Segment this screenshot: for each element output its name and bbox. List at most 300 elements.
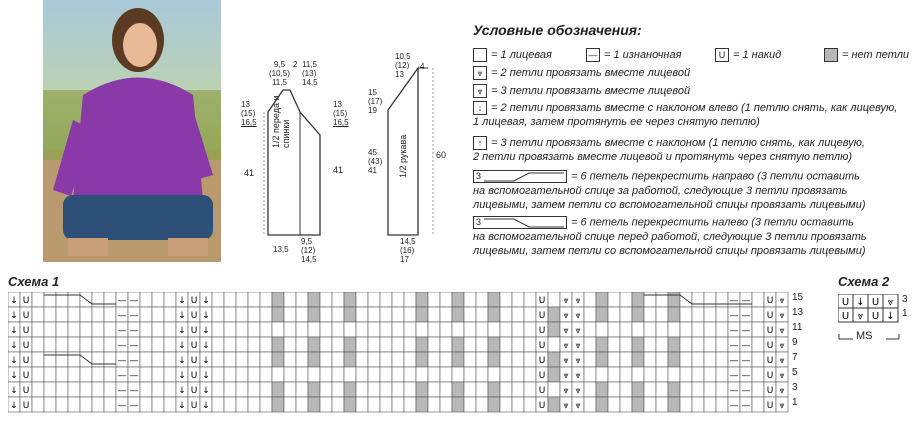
schema1-cell	[452, 367, 464, 382]
schema1-cell	[452, 322, 464, 337]
schema1-cell	[356, 367, 368, 382]
schema1-cell	[164, 292, 176, 307]
schema1-cell	[524, 352, 536, 367]
schema1-cell	[692, 322, 704, 337]
schema1-cell	[656, 367, 668, 382]
schema1-cell	[668, 352, 680, 367]
schema1-cell	[140, 307, 152, 322]
schema1-cell	[464, 307, 476, 322]
schema1-cell	[452, 337, 464, 352]
schema1-cell	[620, 337, 632, 352]
schema1-cell	[32, 382, 44, 397]
schema1-cell	[296, 352, 308, 367]
schema1-cell	[32, 397, 44, 412]
schema1-symbol: —	[729, 386, 739, 396]
schema1-cell	[380, 337, 392, 352]
schema1-cell	[272, 367, 284, 382]
schema1-symbol: ⩔	[575, 371, 581, 381]
schema1-cell	[332, 337, 344, 352]
schema1-cell	[668, 292, 680, 307]
schema1-cell	[272, 307, 284, 322]
schema1-symbol: —	[117, 371, 127, 381]
schema1-cell	[680, 352, 692, 367]
schema1-cell	[80, 367, 92, 382]
schema1-symbol: —	[729, 296, 739, 306]
front-top-right: 11,5 (13) 14,5	[302, 60, 318, 87]
schema1-cell	[668, 397, 680, 412]
schema1-cell	[608, 397, 620, 412]
schema1-cell	[248, 292, 260, 307]
schema1-cell	[368, 307, 380, 322]
schema1-cell	[320, 292, 332, 307]
schema1-symbol: U	[190, 401, 198, 411]
front-right-heights: 13 (15) 16,5	[333, 100, 349, 127]
no-stitch-icon	[824, 48, 838, 62]
schema1-symbol: ⩔	[575, 326, 581, 336]
schema1-grid	[8, 292, 790, 414]
schema1-symbol: ⩔	[563, 341, 569, 351]
schema1-cell	[104, 382, 116, 397]
schema1-symbol: U	[538, 341, 546, 351]
schema1-cell	[476, 397, 488, 412]
schema1-symbol: —	[117, 401, 127, 411]
schema1-cell	[212, 367, 224, 382]
schema1-cell	[332, 352, 344, 367]
schema1-cell	[512, 397, 524, 412]
schema1-symbol: U	[538, 371, 546, 381]
schema1-cell	[296, 382, 308, 397]
schema1-cell	[140, 367, 152, 382]
legend-knit: = 1 лицевая	[473, 48, 552, 62]
schema1-cell	[452, 292, 464, 307]
schema1-symbol: U	[190, 326, 198, 336]
schema1-cell	[44, 382, 56, 397]
schema1-cell	[752, 322, 764, 337]
schema1-cell	[56, 292, 68, 307]
schema1-symbol: —	[741, 386, 751, 396]
schema1-cell	[140, 337, 152, 352]
schema1-symbol: —	[729, 326, 739, 336]
schema1-cell	[92, 352, 104, 367]
schema1-cell	[32, 322, 44, 337]
schema1-symbol: U	[538, 386, 546, 396]
schema1-cell	[44, 292, 56, 307]
schema1-cell	[260, 322, 272, 337]
schema1-cell	[668, 307, 680, 322]
schema1-symbol: U	[190, 341, 198, 351]
schema1-cell	[716, 322, 728, 337]
schema1-symbol: ⩔	[563, 311, 569, 321]
schema1-cell	[272, 397, 284, 412]
schema1-symbol: —	[117, 356, 127, 366]
schema1-cell	[260, 397, 272, 412]
schema1-cell	[440, 292, 452, 307]
schema1-symbol: ↓	[10, 356, 18, 366]
schema1-cell	[704, 322, 716, 337]
schema1-cell	[704, 382, 716, 397]
schema1-cell	[56, 367, 68, 382]
schema1-cell	[608, 337, 620, 352]
schema1-symbol: ⩔	[563, 356, 569, 366]
schema1-cell	[344, 367, 356, 382]
schema1-symbol: U	[190, 356, 198, 366]
schema1-cell	[464, 397, 476, 412]
schema1-cell	[236, 397, 248, 412]
schema1-symbol: U	[538, 296, 546, 306]
schema1-symbol: U	[22, 341, 30, 351]
schema1-cell	[56, 382, 68, 397]
schema1-cell	[476, 337, 488, 352]
schema1-cell	[260, 352, 272, 367]
schema1-cell	[596, 307, 608, 322]
schema1-symbol: —	[129, 341, 139, 351]
schema1-cell	[152, 397, 164, 412]
sleeve-shoulder: 15 (17) 19	[368, 88, 383, 115]
schema1-cell	[428, 352, 440, 367]
schema1-cell	[476, 352, 488, 367]
schema1-cell	[632, 292, 644, 307]
schema1-cell	[680, 322, 692, 337]
schema1-cell	[716, 337, 728, 352]
schema1-cell	[164, 367, 176, 382]
schema1-cell	[368, 382, 380, 397]
schema1-cell	[680, 382, 692, 397]
schema1-cell	[584, 307, 596, 322]
schema1-cell	[164, 397, 176, 412]
schema1-cell	[272, 292, 284, 307]
schema1-symbol: ↓	[178, 401, 186, 411]
schema1-cell	[452, 397, 464, 412]
schema1-cell	[380, 307, 392, 322]
schema1-cell	[140, 352, 152, 367]
schema1-cell	[284, 337, 296, 352]
legend-yo: U = 1 накид	[715, 48, 781, 62]
schema1-cell	[608, 292, 620, 307]
schema1-cell	[296, 307, 308, 322]
sleeve-length: 45 (43) 41	[368, 148, 383, 175]
schema1-cell	[392, 322, 404, 337]
schema1-cell	[620, 382, 632, 397]
schema1-cell	[92, 367, 104, 382]
schema1-cell	[488, 397, 500, 412]
schema1-cell	[488, 307, 500, 322]
schema1-cell	[296, 397, 308, 412]
schema1-cell	[92, 337, 104, 352]
schema1-cell	[368, 337, 380, 352]
legend-ssk-line2: 1 лицевая, затем протянуть ее через снятую петлю)	[473, 116, 760, 128]
schema1-cell	[260, 367, 272, 382]
schema1-cell	[344, 307, 356, 322]
schema1-cell	[512, 382, 524, 397]
schema1-cell	[332, 382, 344, 397]
schema1-symbol: ⩔	[575, 401, 581, 411]
schema1-cell	[44, 307, 56, 322]
schema1-cell	[692, 292, 704, 307]
schema2-ms-bracket	[838, 334, 900, 342]
schema1-cell	[272, 337, 284, 352]
schema1-cell	[476, 382, 488, 397]
schema1-symbol: U	[22, 296, 30, 306]
schema1-cell	[32, 292, 44, 307]
legend-cable-left: 3 = 6 петель перекрестить налево (3 петли оставить	[473, 216, 854, 229]
schema1-symbol: ⩔	[779, 371, 785, 381]
schema2-symbol: ⩔	[857, 311, 864, 322]
schema1-cell	[752, 397, 764, 412]
schema1-cell	[608, 322, 620, 337]
schema1-cell	[440, 352, 452, 367]
schema1-cell	[344, 322, 356, 337]
schema1-cell	[152, 337, 164, 352]
schema1-symbol: —	[741, 371, 751, 381]
schema1-cell	[716, 292, 728, 307]
schema1-symbol: ↓	[10, 326, 18, 336]
schema1-cell	[236, 367, 248, 382]
pattern-pieces	[228, 40, 468, 270]
schema1-cell	[752, 307, 764, 322]
ssk-icon: ↓	[473, 101, 487, 115]
schema1-cell	[320, 352, 332, 367]
schema1-cell	[584, 352, 596, 367]
schema1-cell	[440, 322, 452, 337]
schema1-symbol: ⩔	[779, 296, 785, 306]
schema1-symbol: U	[190, 296, 198, 306]
schema1-symbol: ↓	[178, 296, 186, 306]
schema1-symbol: ↓	[178, 311, 186, 321]
schema1-cell	[272, 382, 284, 397]
legend-ssk: ↓ = 2 петли провязать вместе с наклоном влево (1 петлю снять, как лицевую,	[473, 101, 897, 115]
schema1-symbol: ↓	[178, 326, 186, 336]
schema1-cell	[80, 307, 92, 322]
schema1-cell	[464, 367, 476, 382]
schema1-symbol: —	[129, 401, 139, 411]
schema1-cell	[32, 367, 44, 382]
schema1-symbol: ↓	[10, 341, 18, 351]
schema1-cell	[32, 307, 44, 322]
schema2-symbol: U	[871, 297, 880, 308]
schema1-cell	[44, 367, 56, 382]
schema1-cell	[68, 292, 80, 307]
schema1-symbol: ↓	[202, 341, 210, 351]
schema1-cell	[680, 337, 692, 352]
schema1-cell	[452, 307, 464, 322]
schema1-symbol: U	[22, 401, 30, 411]
schema1-symbol: ⩔	[575, 386, 581, 396]
schema1-symbol: ⩔	[563, 326, 569, 336]
schema1-cell	[584, 337, 596, 352]
cable-left-icon: 3	[473, 216, 567, 229]
schema1-cell	[80, 382, 92, 397]
schema1-cell	[584, 322, 596, 337]
schema1-cell	[464, 322, 476, 337]
schema1-cell	[368, 352, 380, 367]
schema1-cell	[440, 382, 452, 397]
schema1-cell	[68, 352, 80, 367]
schema1-cell	[644, 292, 656, 307]
schema1-cell	[140, 382, 152, 397]
schema1-cell	[632, 352, 644, 367]
schema1-cell	[368, 322, 380, 337]
schema1-cell	[332, 397, 344, 412]
schema1-symbol: —	[729, 341, 739, 351]
schema1-cell	[368, 292, 380, 307]
schema1-cell	[284, 307, 296, 322]
schema1-cell	[716, 382, 728, 397]
schema1-cell	[296, 292, 308, 307]
schema1-cell	[320, 322, 332, 337]
schema1-cell	[320, 337, 332, 352]
legend-k3tog: ⩔ = 3 петли провязать вместе лицевой	[473, 84, 690, 98]
schema1-cell	[416, 337, 428, 352]
schema1-cell	[56, 397, 68, 412]
schema1-cell	[500, 292, 512, 307]
schema1-symbol: U	[190, 386, 198, 396]
sleeve-piece-label: 1/2 рукава	[398, 134, 408, 178]
schema1-cell	[104, 352, 116, 367]
schema1-cell	[452, 382, 464, 397]
schema1-symbol: ⩔	[575, 341, 581, 351]
schema1-symbol: U	[22, 311, 30, 321]
schema1-cell	[596, 322, 608, 337]
schema1-cell	[752, 367, 764, 382]
schema1-cell	[524, 307, 536, 322]
schema1-symbol: —	[129, 386, 139, 396]
schema1-cell	[656, 307, 668, 322]
schema1-cell	[104, 322, 116, 337]
schema1-symbol: ⩔	[563, 401, 569, 411]
schema1-symbol: ↓	[10, 371, 18, 381]
schema1-cell	[476, 322, 488, 337]
schema1-cell	[644, 352, 656, 367]
front-left-length: 41	[244, 168, 255, 178]
schema1-cell	[692, 382, 704, 397]
schema1-symbol: —	[729, 371, 739, 381]
schema1-cell	[656, 322, 668, 337]
schema1-cell	[656, 337, 668, 352]
schema1-cell	[596, 352, 608, 367]
schema1-cell	[488, 322, 500, 337]
sk2p-icon: ↑	[473, 136, 487, 150]
schema1-cell	[392, 307, 404, 322]
schema1-symbol: —	[129, 296, 139, 306]
schema1-cell	[320, 307, 332, 322]
schema1-cell	[152, 382, 164, 397]
schema1-cell	[548, 352, 560, 367]
schema1-symbol: —	[741, 356, 751, 366]
schema1-cell	[692, 307, 704, 322]
schema1-cell	[392, 382, 404, 397]
schema1-cell	[356, 292, 368, 307]
front-piece-label: 1/2 переда и спинки	[271, 95, 291, 148]
schema1-cell	[632, 322, 644, 337]
schema1-cell	[404, 337, 416, 352]
schema1-cell	[284, 292, 296, 307]
schema1-symbol: ↓	[202, 311, 210, 321]
schema1-symbol: —	[117, 326, 127, 336]
schema1-cell	[704, 352, 716, 367]
schema1-cell	[344, 352, 356, 367]
schema1-cell	[284, 352, 296, 367]
schema1-cell	[416, 322, 428, 337]
schema1-cell	[428, 382, 440, 397]
schema1-symbol: ↓	[178, 341, 186, 351]
schema1-cell	[344, 292, 356, 307]
schema1-cell	[80, 322, 92, 337]
schema2-symbol: U	[871, 311, 880, 322]
schema1-cell	[500, 337, 512, 352]
schema1-cell	[512, 307, 524, 322]
schema1-cell	[356, 322, 368, 337]
schema1-symbol: ↓	[178, 386, 186, 396]
schema1-symbol: ⩔	[563, 296, 569, 306]
schema1-cell	[416, 397, 428, 412]
schema1-cell	[668, 367, 680, 382]
schema1-cell	[416, 307, 428, 322]
schema1-cell	[164, 337, 176, 352]
schema1-cell	[104, 307, 116, 322]
schema1-cell	[380, 397, 392, 412]
schema1-cell	[140, 292, 152, 307]
schema1-symbol: ⩔	[779, 311, 785, 321]
schema1-cell	[152, 292, 164, 307]
schema1-cell	[92, 382, 104, 397]
schema1-cell	[716, 397, 728, 412]
schema1-symbol: ⩔	[779, 386, 785, 396]
schema1-cell	[524, 382, 536, 397]
schema2-row-1: 1	[902, 308, 908, 319]
schema1-cell	[236, 292, 248, 307]
schema1-cell	[212, 307, 224, 322]
schema1-cell	[44, 322, 56, 337]
schema1-cell	[524, 367, 536, 382]
sleeve-top: 10,5 (12) 13	[395, 52, 411, 79]
schema1-cell	[548, 307, 560, 322]
schema1-cell	[416, 352, 428, 367]
schema1-cell	[68, 397, 80, 412]
schema1-cell	[632, 367, 644, 382]
schema1-cell	[512, 322, 524, 337]
schema1-cell	[44, 337, 56, 352]
schema1-cell	[68, 322, 80, 337]
schema1-cell	[392, 337, 404, 352]
schema1-symbol: ↓	[10, 401, 18, 411]
schema1-cell	[236, 322, 248, 337]
schema1-cell	[596, 367, 608, 382]
schema1-cell	[704, 337, 716, 352]
schema1-cell	[284, 367, 296, 382]
schema1-cell	[56, 322, 68, 337]
schema1-cell	[668, 337, 680, 352]
schema1-symbol: —	[741, 401, 751, 411]
schema1-cell	[260, 307, 272, 322]
schema1-cell	[344, 337, 356, 352]
schema1-symbol: —	[741, 311, 751, 321]
schema1-cell	[704, 397, 716, 412]
schema1-cell	[392, 292, 404, 307]
schema1-cell	[212, 337, 224, 352]
schema1-symbol: U	[538, 356, 546, 366]
schema1-cell	[512, 367, 524, 382]
schema1-cell	[104, 397, 116, 412]
schema1-cell	[488, 352, 500, 367]
front-bottom-left: 13,5	[273, 245, 289, 254]
schema1-cell	[56, 337, 68, 352]
schema1-cell	[308, 322, 320, 337]
schema1-cell	[260, 382, 272, 397]
schema1-cell	[596, 382, 608, 397]
schema1-cell	[524, 397, 536, 412]
schema1-cell	[164, 322, 176, 337]
schema1-cell	[224, 337, 236, 352]
